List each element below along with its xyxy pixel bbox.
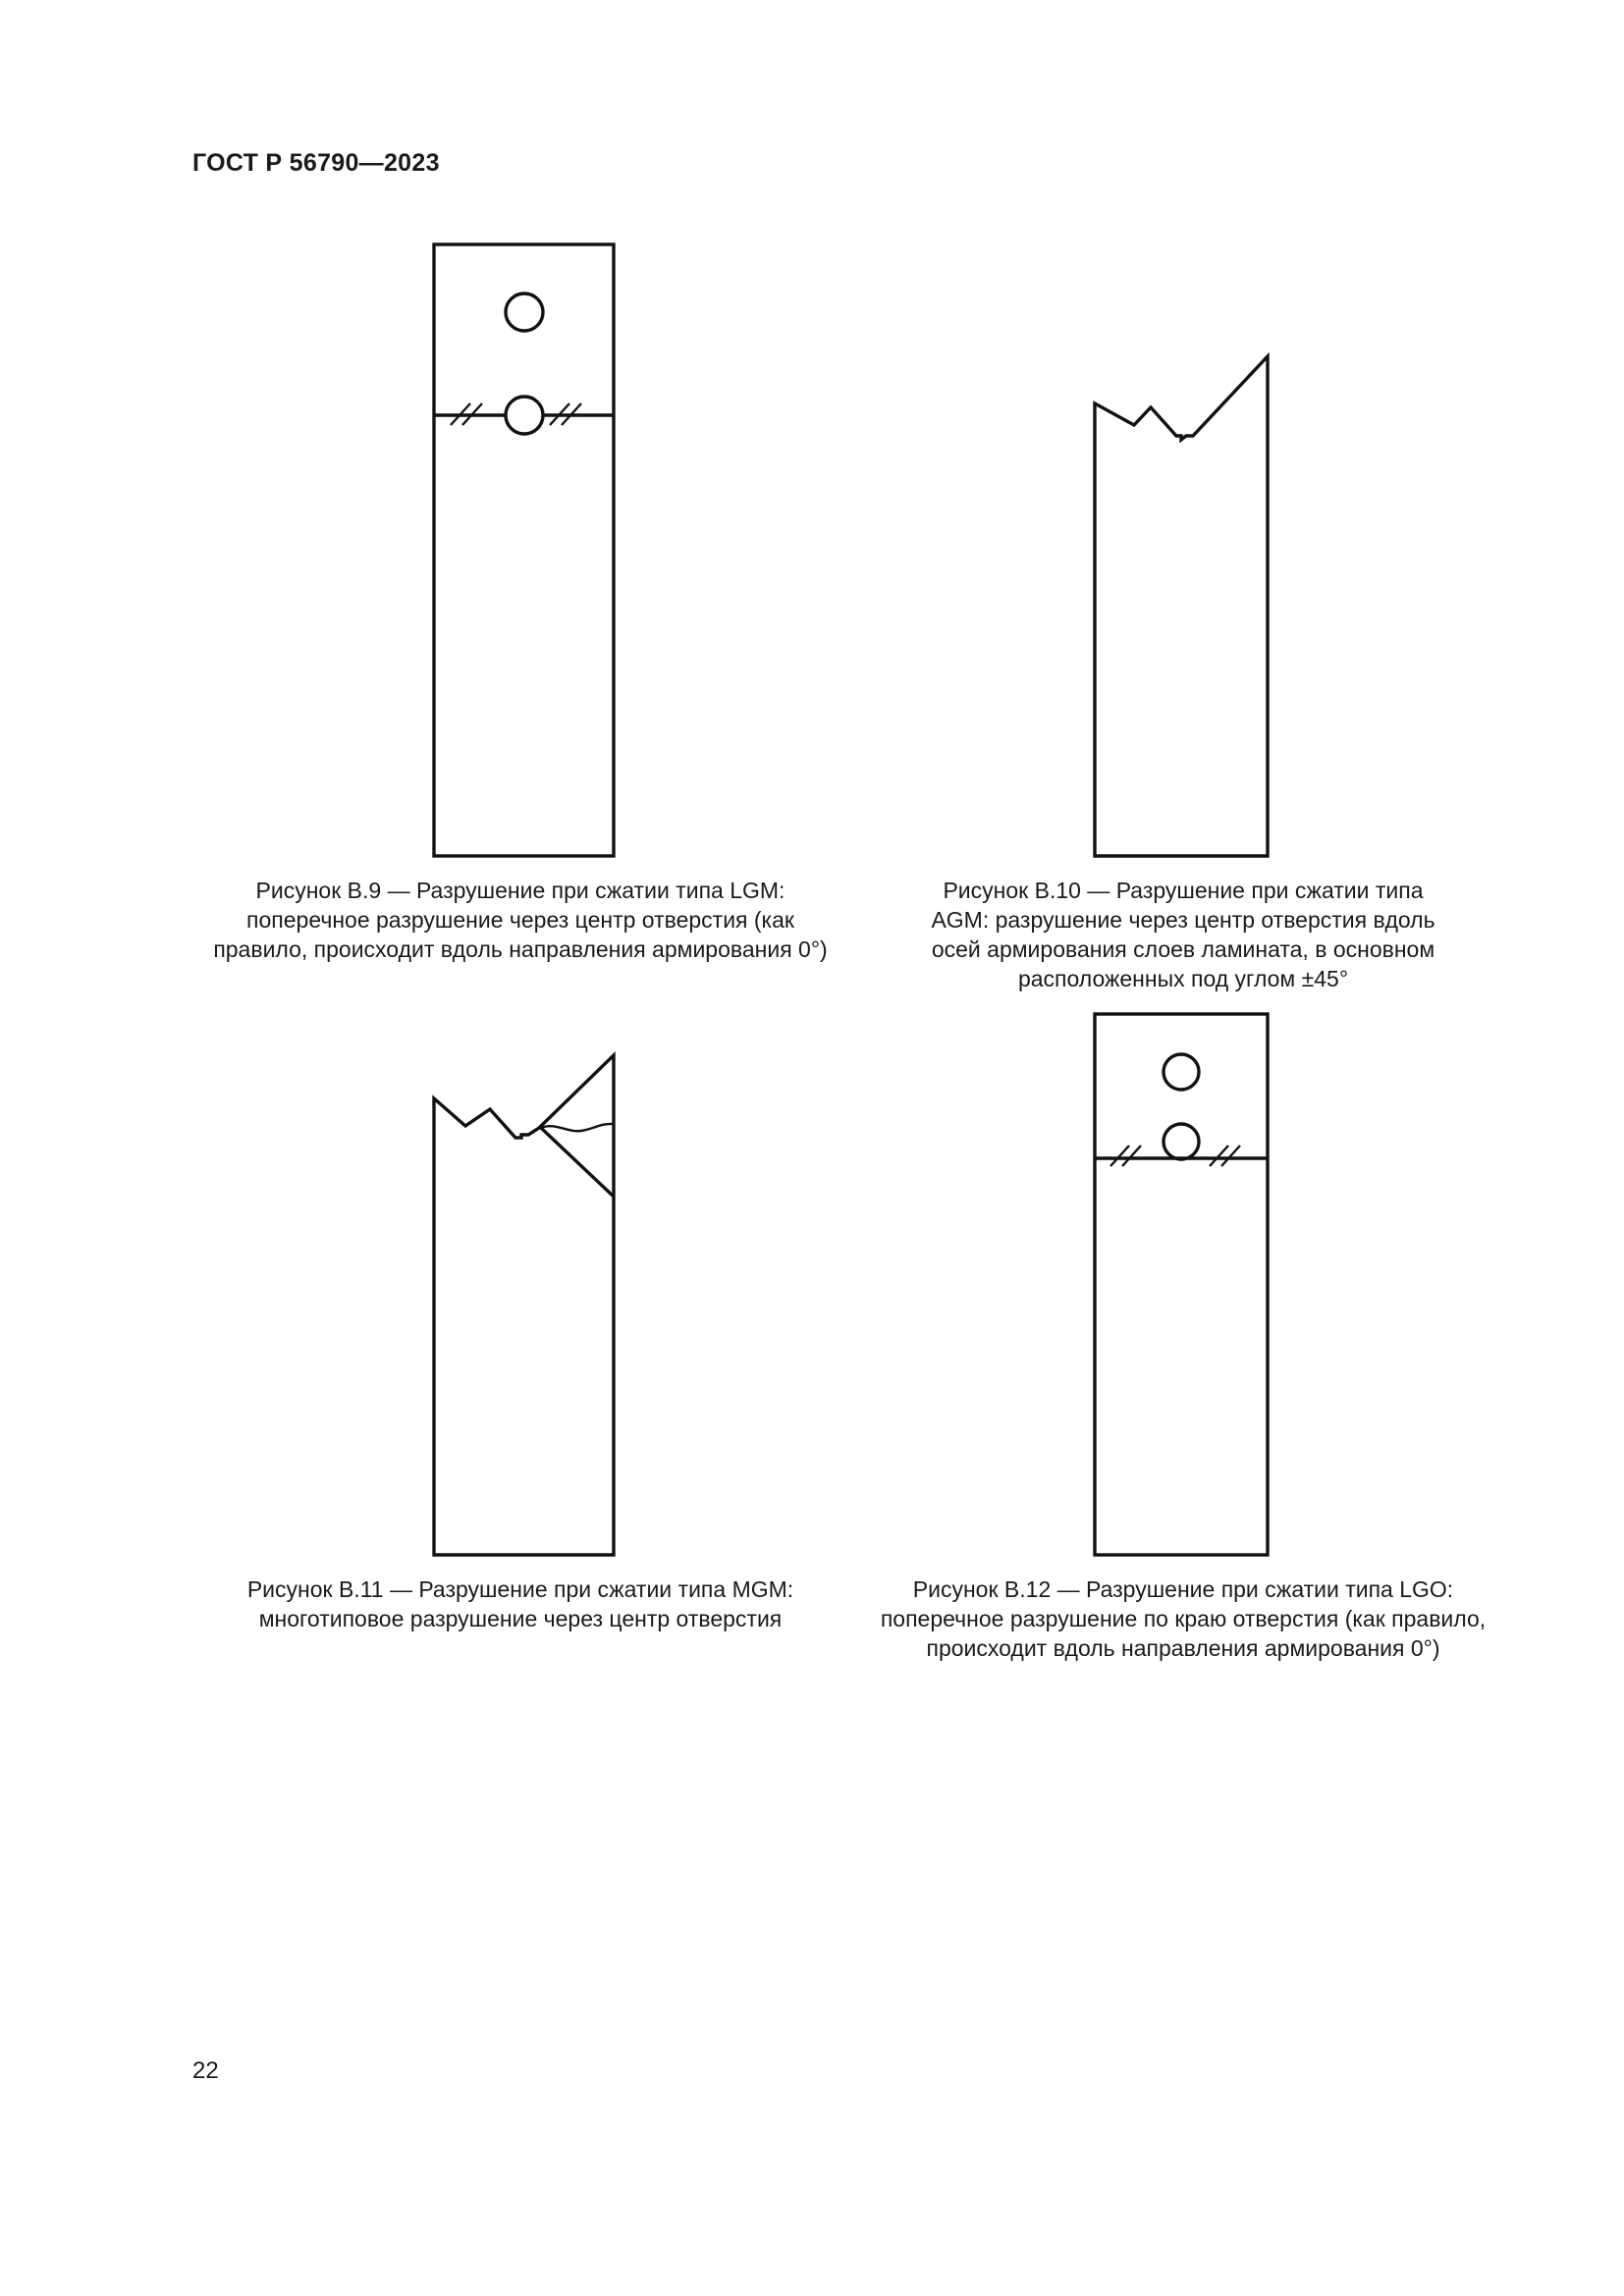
center-hole: [506, 397, 543, 434]
figure-b12-drawing: [1080, 1001, 1296, 1571]
delamination-curve: [541, 1124, 614, 1131]
figure-b11-drawing: [412, 1041, 628, 1571]
caption-b11: Рисунок В.11 — Разрушение при сжатии типа MGM: многотиповое разрушение через центр отверстия: [246, 1576, 794, 1631]
caption-b9: Рисунок В.9 — Разрушение при сжатии типа LGM: поперечное разрушение через центр отверстия (как правило, происходит вдоль направления армирования 0°): [213, 878, 828, 962]
specimen-outline: [434, 244, 614, 856]
figure-b9-drawing: [412, 236, 628, 864]
caption-b12: Рисунок В.12 — Разрушение при сжатии типа LGO: поперечное разрушение по краю отверстия (как правило, происходит вдоль направления армирования 0°): [880, 1576, 1487, 1661]
page-number: 22: [192, 2057, 219, 2084]
document-header: ГОСТ Р 56790—2023: [192, 149, 440, 177]
figure-b10-drawing: [1080, 344, 1296, 864]
specimen-outline-fractured: [1095, 356, 1268, 856]
caption-b10: Рисунок В.10 — Разрушение при сжатии типа AGM: разрушение через центр отверстия вдоль осей армирования слоев ламината, в основном расположенных под углом ±45°: [931, 878, 1435, 991]
upper-hole: [1164, 1054, 1199, 1090]
upper-hole: [506, 294, 543, 331]
delamination-wedge: [541, 1128, 614, 1197]
specimen-outline: [1095, 1014, 1268, 1555]
hole-at-fracture: [1164, 1124, 1199, 1159]
